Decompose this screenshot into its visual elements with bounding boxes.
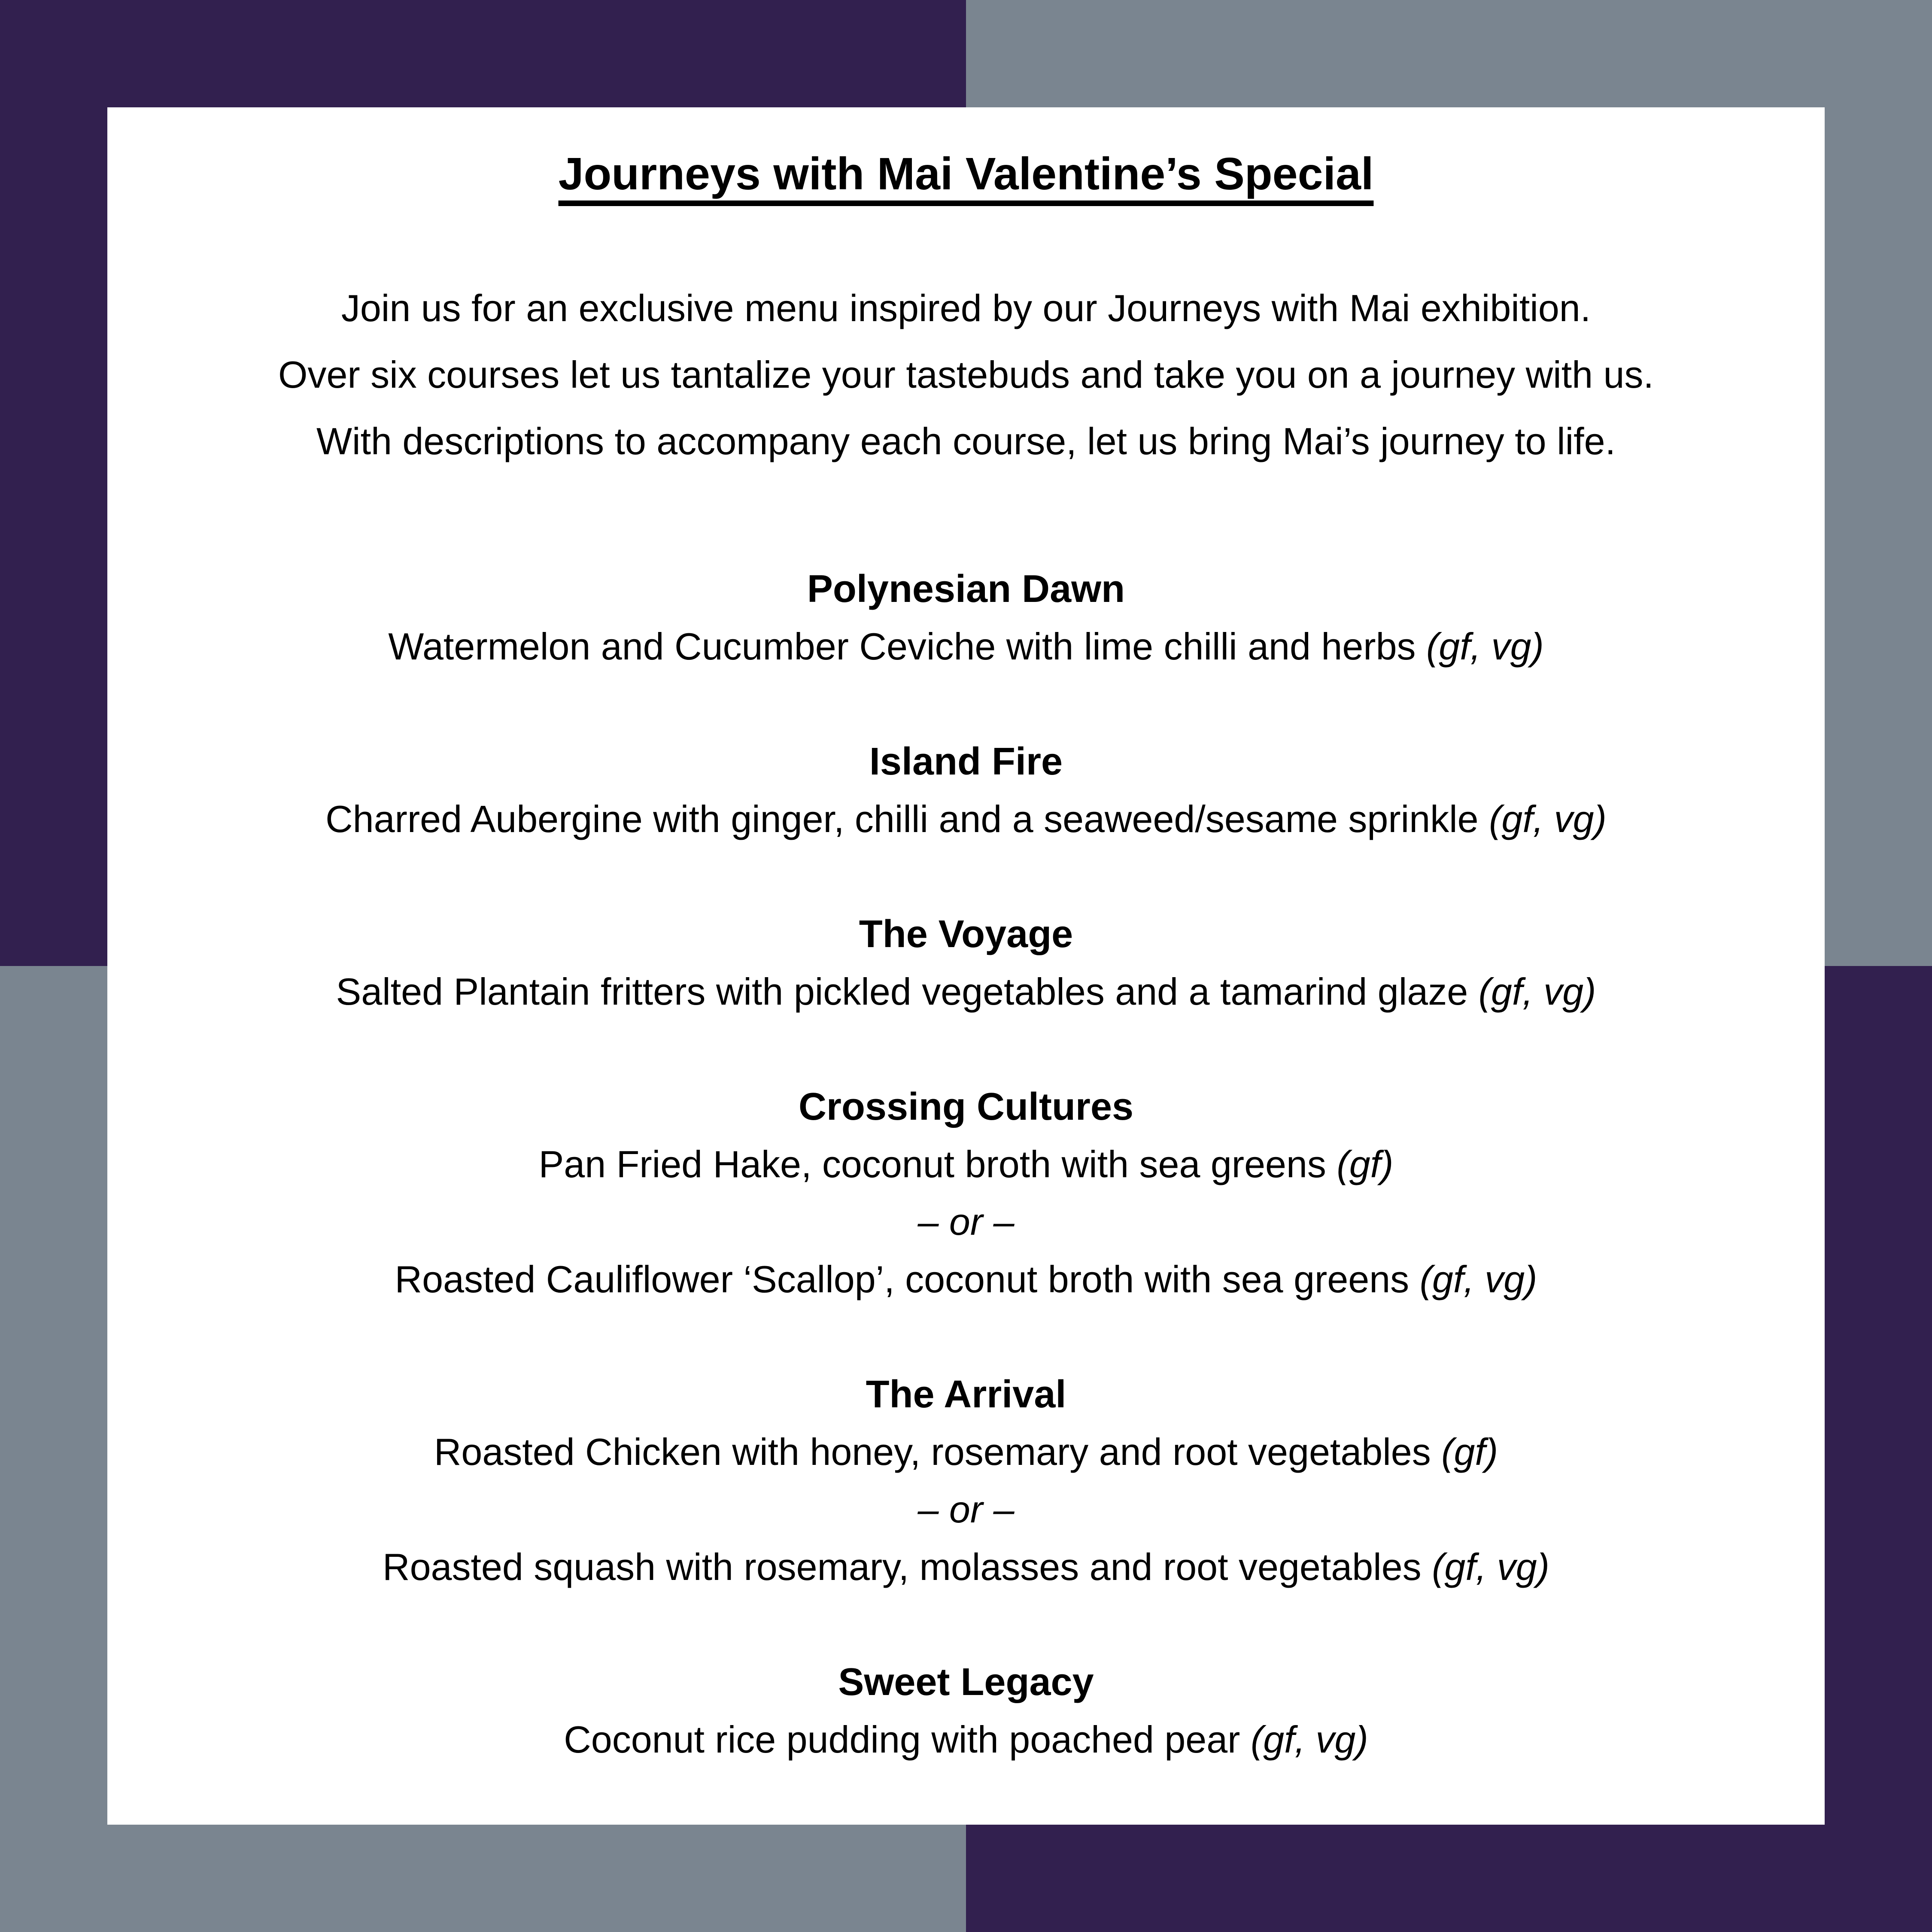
dietary-tags: (gf, vg) [1489,798,1607,840]
dietary-tags: (gf, vg) [1478,970,1596,1013]
course-section-polynesian-dawn [107,560,1825,675]
course-section-island-fire [107,733,1825,848]
dish-line [107,618,1825,675]
course-name: Sweet Legacy [838,1661,1094,1704]
menu-card [107,107,1825,1825]
intro-line: With descriptions to accompany each course, let us bring Mai’s journey to life. [316,420,1616,462]
dish-line [107,1136,1825,1193]
dish-text: Charred Aubergine with ginger, chilli and a seaweed/sesame sprinkle [325,798,1479,840]
dish-line [107,1251,1825,1308]
dish-text: Roasted Cauliflower ‘Scallop’, coconut broth with sea greens [395,1258,1410,1300]
or-divider: – or – [917,1488,1015,1531]
dietary-tags: (gf, vg) [1419,1258,1537,1300]
dietary-tags: (gf, vg) [1250,1718,1368,1761]
menu-title: Journeys with Mai Valentine’s Special [558,149,1374,199]
dish-text: Roasted Chicken with honey, rosemary and root vegetables [434,1431,1431,1473]
or-divider: – or – [917,1200,1015,1243]
course-name: Crossing Cultures [798,1085,1134,1128]
intro-line: Over six courses let us tantalize your tastebuds and take you on a journey with us. [278,353,1654,396]
dish-text: Salted Plantain fritters with pickled vegetables and a tamarind glaze [336,970,1468,1013]
intro-line: Join us for an exclusive menu inspired by our Journeys with Mai exhibition. [341,287,1591,329]
dish-line [107,1711,1825,1768]
course-section-sweet-legacy [107,1653,1825,1768]
course-name: Polynesian Dawn [807,568,1125,611]
dish-text: Pan Fried Hake, coconut broth with sea greens [538,1143,1326,1185]
dietary-tags: (gf) [1337,1143,1394,1185]
dish-line [107,790,1825,848]
menu-intro [107,275,1825,474]
dish-text: Watermelon and Cucumber Ceviche with lime chilli and herbs [388,625,1416,668]
dish-line [107,963,1825,1021]
dish-line [107,1423,1825,1481]
course-name: The Voyage [859,913,1073,956]
course-section-crossing-cultures [107,1078,1825,1308]
dish-text: Roasted squash with rosemary, molasses and root vegetables [383,1546,1422,1588]
dish-text: Coconut rice pudding with poached pear [564,1718,1240,1761]
dietary-tags: (gf, vg) [1426,625,1544,668]
course-section-the-arrival [107,1366,1825,1596]
dish-line [107,1538,1825,1596]
dietary-tags: (gf, vg) [1432,1546,1549,1588]
course-name: The Arrival [866,1373,1066,1416]
course-name: Island Fire [869,740,1063,783]
dietary-tags: (gf) [1441,1431,1498,1473]
course-section-the-voyage [107,905,1825,1021]
